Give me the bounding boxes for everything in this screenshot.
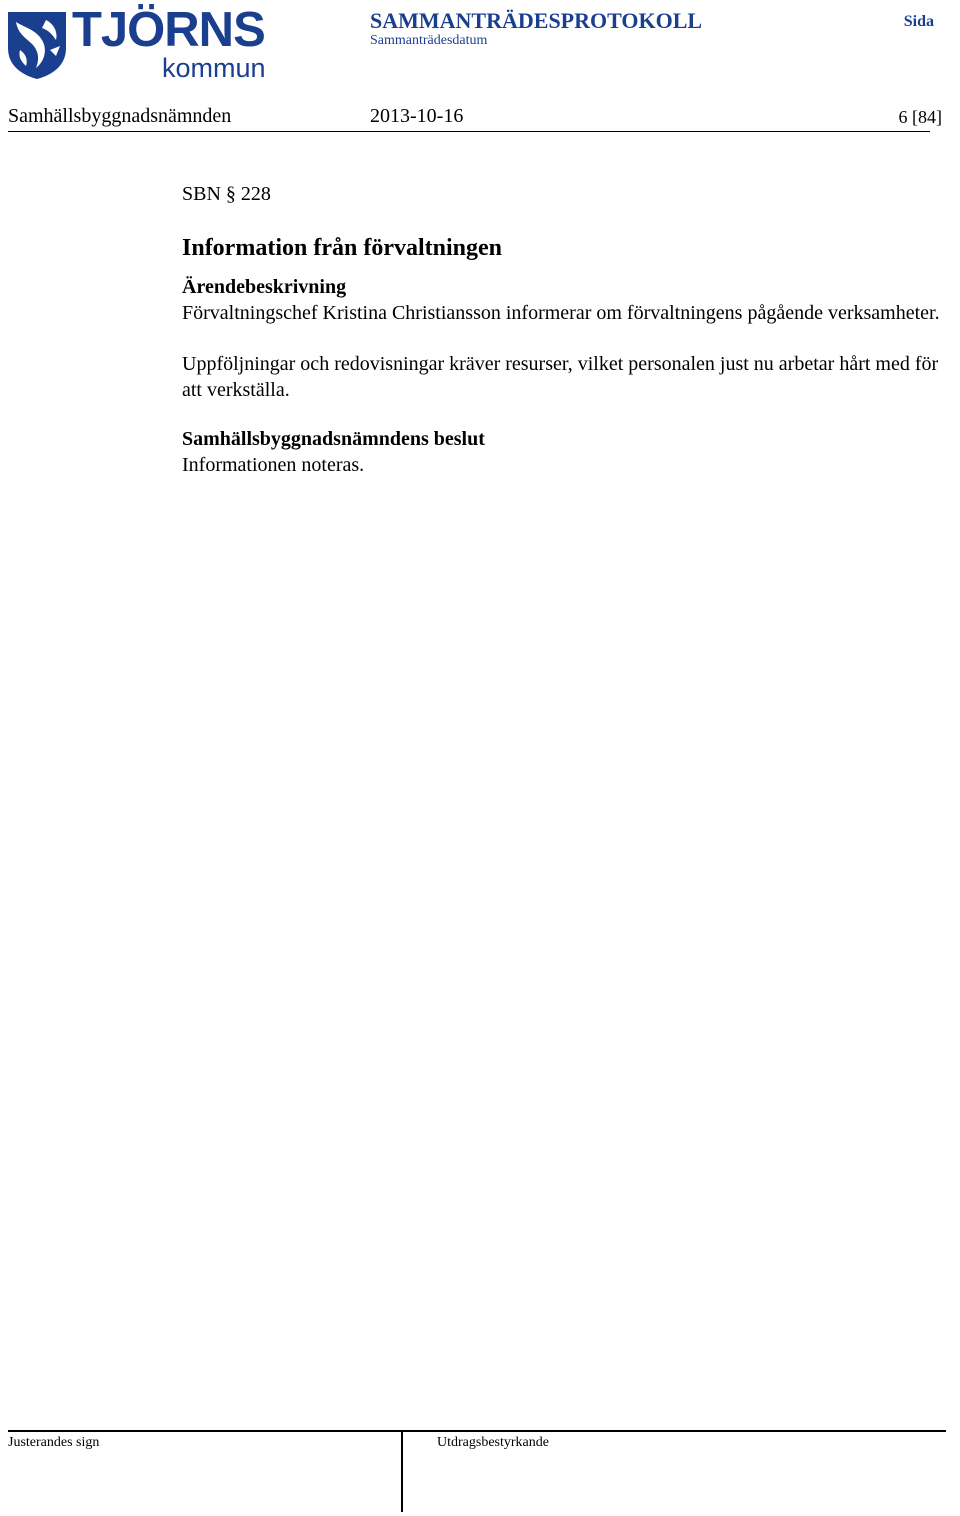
coat-of-arms-icon xyxy=(6,10,68,80)
municipality-logo xyxy=(6,3,268,83)
page-label: Sida xyxy=(903,13,934,30)
case-number: SBN § 228 xyxy=(182,183,271,205)
board-name: Samhällsbyggnadsnämnden xyxy=(8,105,232,127)
document-type: SAMMANTRÄDESPROTOKOLL xyxy=(370,8,703,33)
meeting-date-label: Sammanträdesdatum xyxy=(370,33,488,48)
extract-certification-label: Utdragsbestyrkande xyxy=(437,1435,549,1450)
agenda-item xyxy=(182,181,942,478)
footer-column-divider xyxy=(401,1430,403,1512)
description-paragraph: Förvaltningschef Kristina Christiansson informerar om förvaltningens pågående verksamheter. xyxy=(182,302,940,324)
page-number: 6 [84] xyxy=(898,107,942,127)
decision-text: Informationen noteras. xyxy=(182,454,365,476)
logo-name: TJÖRNS xyxy=(72,3,265,57)
logo-subtitle: kommun xyxy=(162,53,266,83)
description-heading: Ärendebeskrivning xyxy=(182,276,347,298)
decision-heading: Samhällsbyggnadsnämndens beslut xyxy=(182,428,485,450)
header-divider xyxy=(8,131,930,132)
description-paragraph: Uppföljningar och redovisningar kräver resurser, vilket personalen just nu arbetar hårt med för att verkställa. xyxy=(182,353,939,401)
item-title: Information från förvaltningen xyxy=(182,235,502,261)
signature-label: Justerandes sign xyxy=(8,1435,100,1450)
meeting-date: 2013-10-16 xyxy=(370,105,464,127)
footer-divider xyxy=(8,1430,946,1432)
